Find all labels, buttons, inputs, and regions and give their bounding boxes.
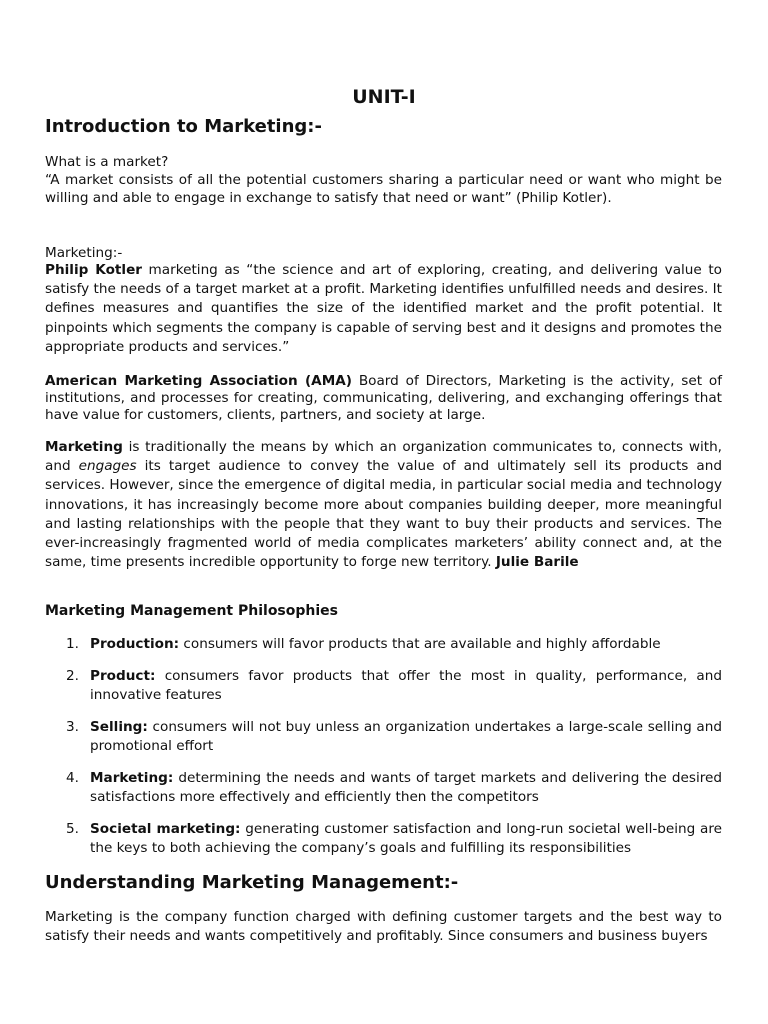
kotler-definition	[45, 261, 722, 357]
barile-text-b: its target audience to convey the value of and ultimately sell its products and services. However, since the emergence of digital media, in particular social media and technology innovations, it has increasingly become more about companies building deeper, more meaningful and lasting relationships with the people that they want to buy their products and services. The ever-increasingly fragmented world of media complicates marketers’ ability connect and, at the same, time presents incredible opportunity to forge new territory.	[45, 458, 722, 571]
list-term: Production:	[90, 636, 180, 652]
barile-text-a: is traditionally the means by which an organization communicates to, connects with, and	[45, 439, 722, 475]
list-term: Product:	[90, 668, 156, 684]
list-text: determining the needs and wants of target markets and delivering the desired satisfactions more effectively and efficiently then the competitors	[90, 770, 722, 805]
market-question: What is a market?	[45, 154, 169, 170]
list-number: 2.	[66, 668, 79, 684]
list-text: consumers will not buy unless an organization undertakes a large-scale selling and promotional effort	[90, 719, 722, 754]
ama-text: Board of Directors, Marketing is the activity, set of institutions, and processes for creating, communicating, delivering, and exchanging offerings that have value for customers, clients, partners, and society at large.	[45, 373, 722, 423]
list-number: 1.	[66, 636, 79, 652]
ama-definition	[45, 373, 722, 424]
list-item	[66, 635, 722, 654]
intro-heading: Introduction to Marketing:-	[45, 116, 322, 137]
kotler-text: marketing as “the science and art of exploring, creating, and delivering value to satisfy the needs of a target market at a profit. Marketing identifies unfulfilled needs and desires. It defines measures and quantifies the size of the identified market and the profit potential. It pinpoints which segments the company is capable of serving best and it designs and promotes the appropriate products and services.”	[45, 262, 722, 355]
unit-title: UNIT-I	[352, 86, 416, 108]
philosophies-heading: Marketing Management Philosophies	[45, 603, 339, 619]
kotler-name: Philip Kotler	[45, 262, 143, 278]
barile-author: Julie Barile	[495, 554, 579, 571]
list-text: consumers will favor products that are available and highly affordable	[179, 636, 661, 652]
list-number: 3.	[66, 719, 79, 735]
understanding-text: Marketing is the company function charged with defining customer targets and the best way to satisfy their needs and wants competitively and profitably. Since consumers and business buyers	[45, 909, 722, 945]
marketing-label: Marketing:-	[45, 245, 123, 261]
list-text: consumers favor products that offer the most in quality, performance, and innovative features	[90, 668, 722, 703]
list-term: Marketing:	[90, 770, 174, 786]
understanding-heading: Understanding Marketing Management:-	[45, 872, 459, 893]
market-quote: “A market consists of all the potential customers sharing a particular need or want who might be willing and able to engage in exchange to satisfy that need or want” (Philip Kotler).	[45, 172, 722, 207]
list-number: 4.	[66, 770, 79, 786]
list-term: Societal marketing:	[90, 821, 241, 837]
list-text: generating customer satisfaction and long-run societal well-being are the keys to both achieving the company’s goals and fulfilling its responsibilities	[90, 821, 722, 856]
list-number: 5.	[66, 821, 79, 837]
list-item	[66, 820, 722, 858]
barile-paragraph	[45, 438, 722, 572]
list-term: Selling:	[90, 719, 148, 735]
list-item	[66, 769, 722, 807]
barile-emphasis: engages	[78, 458, 137, 475]
barile-term: Marketing	[45, 439, 123, 455]
ama-name: American Marketing Association (AMA)	[45, 373, 352, 389]
list-item	[66, 718, 722, 756]
list-item	[66, 667, 722, 705]
